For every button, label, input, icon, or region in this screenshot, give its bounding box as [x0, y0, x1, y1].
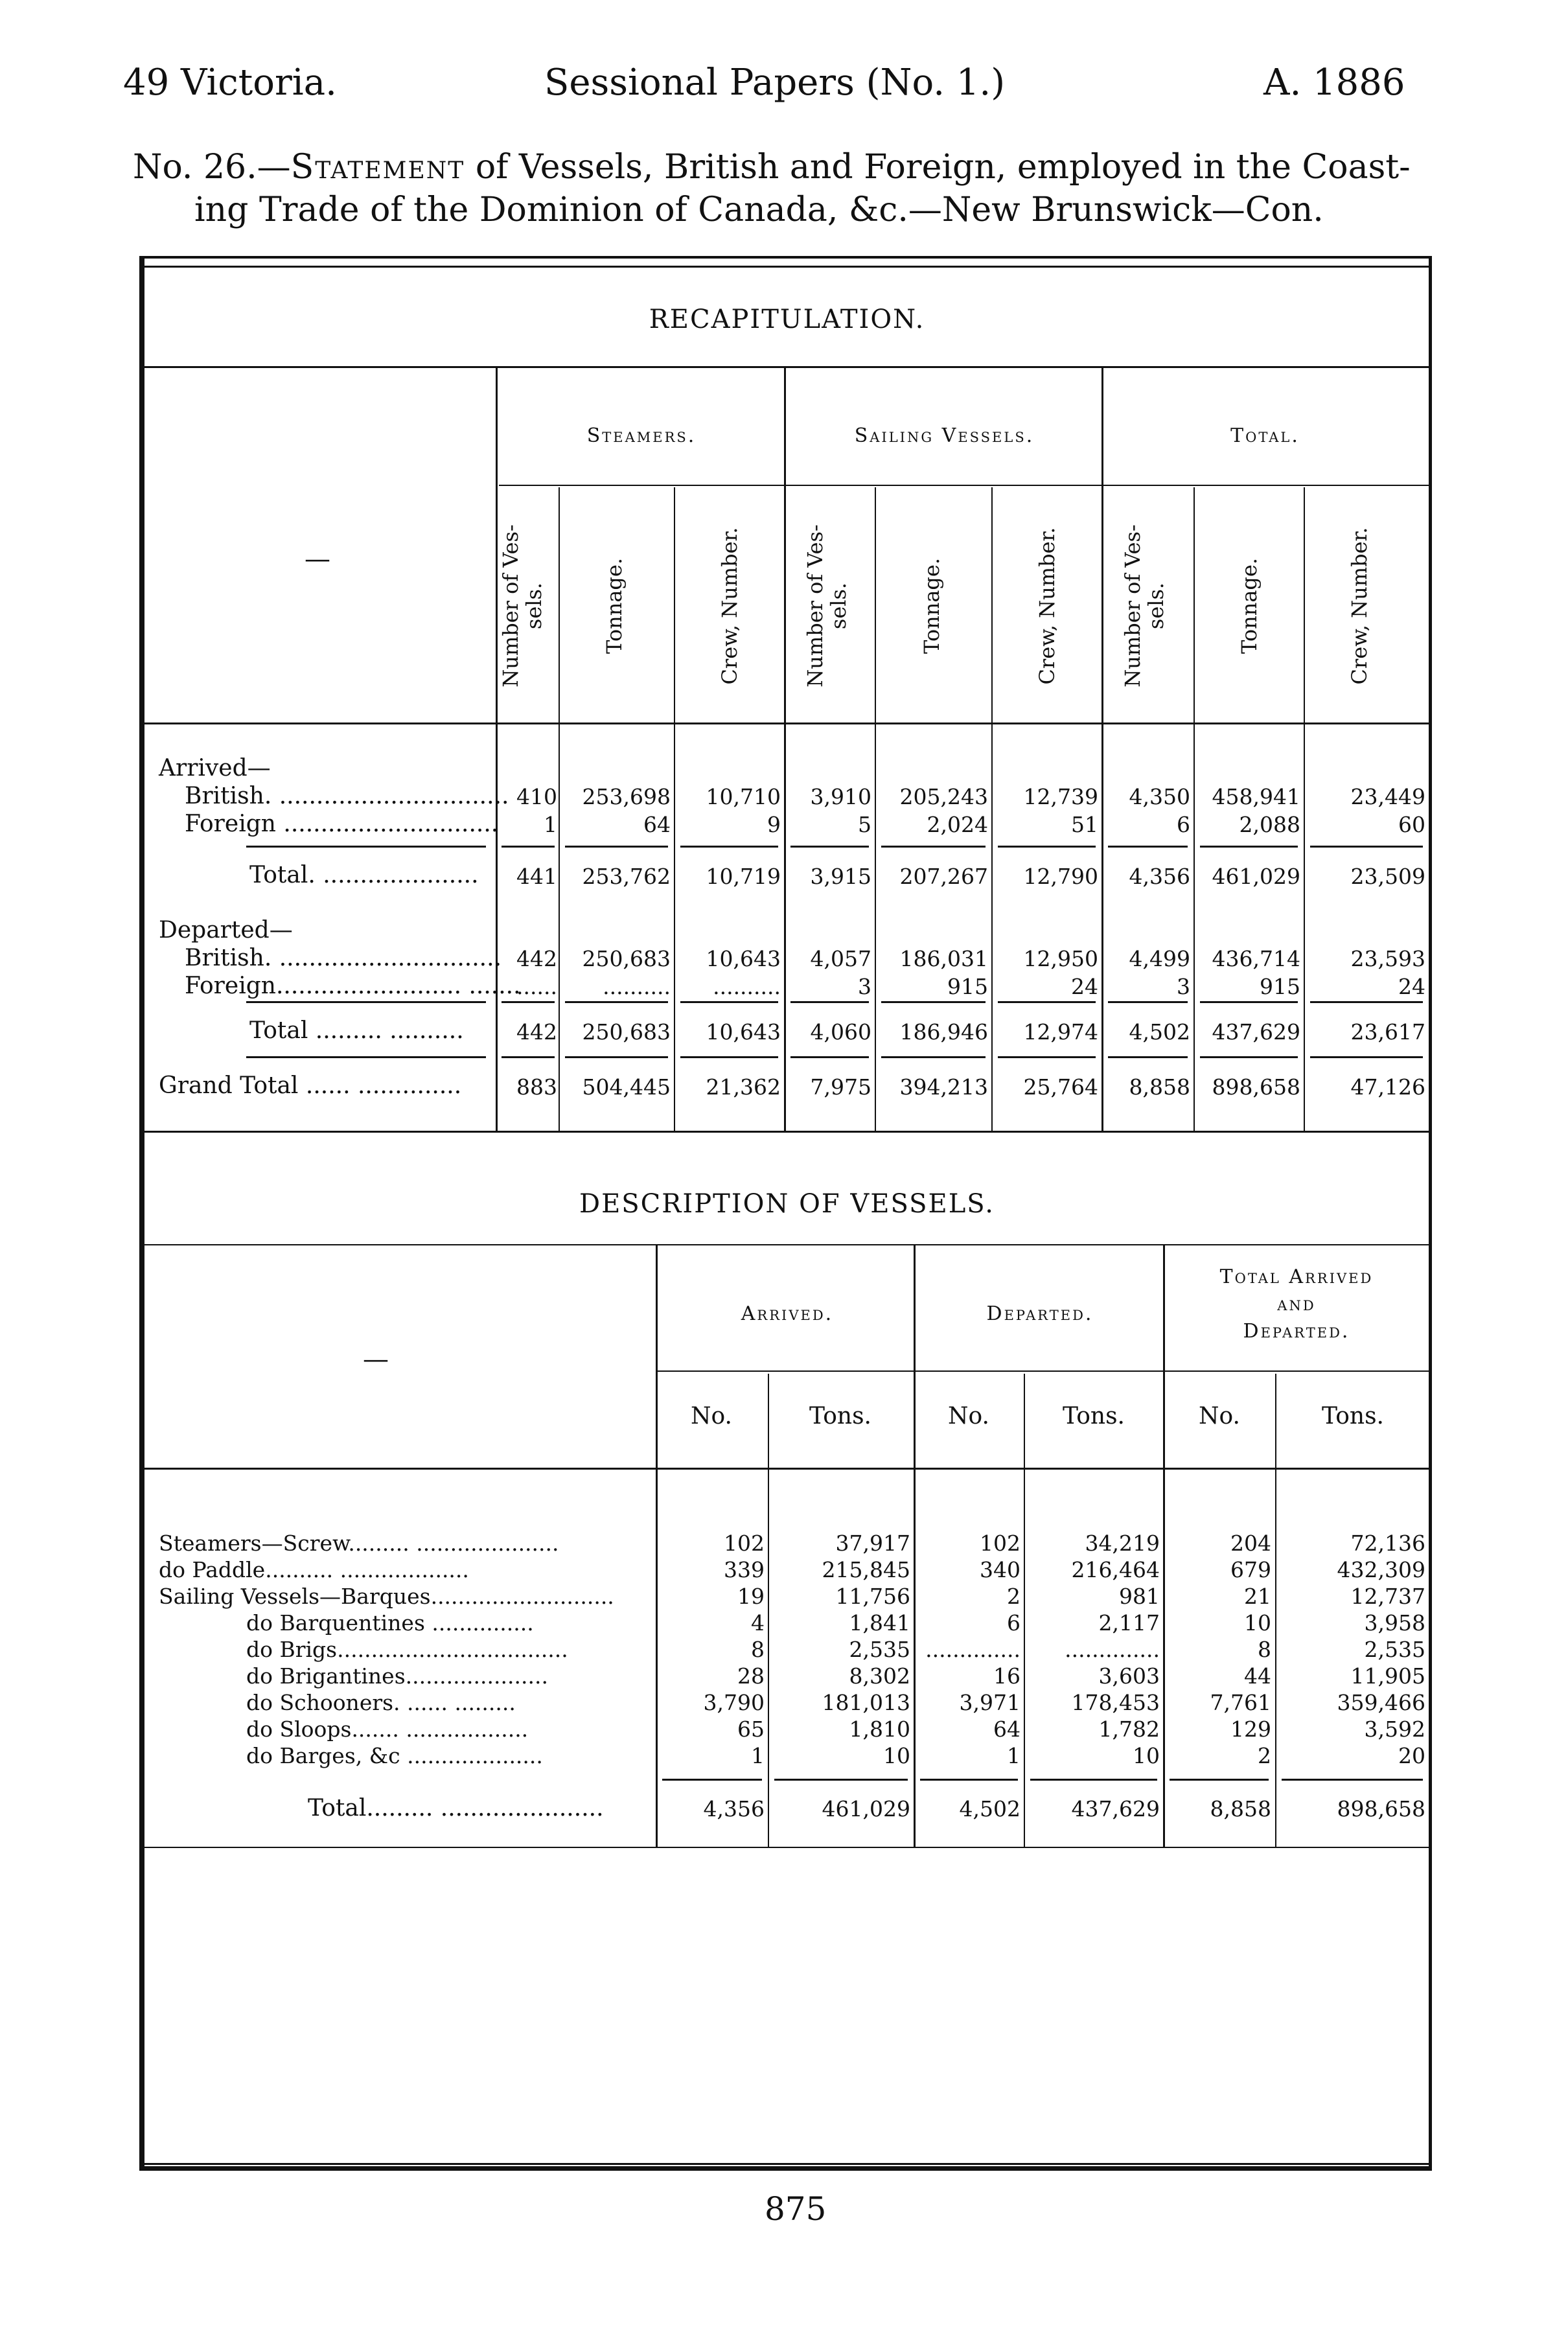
description-vrule	[1163, 1245, 1165, 1848]
description-cell: 11,756	[835, 1584, 910, 1609]
recap-vrule	[1193, 487, 1195, 1132]
description-cell: ..............	[1065, 1637, 1160, 1662]
recap-vrule	[784, 367, 786, 1132]
description-total-cell: 898,658	[1337, 1796, 1425, 1821]
description-cell: 7,761	[1210, 1690, 1271, 1715]
recap-sum-rule	[565, 1001, 668, 1003]
recap-sum-rule	[246, 1056, 486, 1058]
description-subheader: Tons.	[1063, 1403, 1125, 1429]
description-cell: 178,453	[1071, 1690, 1160, 1715]
recap-cell-arrived-total: 207,267	[899, 864, 988, 889]
recap-cell-grand-total: 898,658	[1212, 1074, 1300, 1100]
recap-cell-arrived-total: 4,356	[1129, 864, 1190, 889]
description-vrule	[656, 1245, 658, 1848]
recap-cell-arrived-total: 253,762	[582, 864, 671, 889]
recap-label-total-arrived: Total. .....................	[249, 862, 479, 888]
recap-vrule	[1101, 367, 1103, 1132]
description-sum-rule	[1282, 1779, 1423, 1781]
recap-cell-departed-total: 250,683	[582, 1019, 671, 1045]
description-cell: 3,592	[1364, 1717, 1425, 1742]
description-sum-rule	[920, 1779, 1018, 1781]
recap-label-grand-total: Grand Total ...... ..............	[159, 1072, 462, 1099]
description-sum-rule	[774, 1779, 908, 1781]
recap-cell-departed-british: 250,683	[582, 946, 671, 971]
recap-sum-rule	[680, 1056, 778, 1058]
recap-sum-rule	[1108, 846, 1188, 848]
description-cell: 339	[724, 1557, 765, 1582]
recap-rule-top	[144, 366, 1430, 368]
description-stub-dash: —	[363, 1345, 389, 1374]
description-cell: 11,905	[1350, 1663, 1425, 1689]
description-cell: 64	[993, 1717, 1020, 1742]
recap-title: RECAPITULATION.	[649, 305, 925, 334]
recap-cell-departed-british: 186,031	[899, 946, 988, 971]
recap-cell-arrived-british: 10,710	[706, 784, 781, 809]
recap-sum-rule	[565, 1056, 668, 1058]
description-label: do Barquentines ...............	[246, 1610, 534, 1636]
recap-stub-dash: —	[305, 544, 330, 574]
recap-sum-rule	[881, 1056, 986, 1058]
description-cell: 102	[724, 1531, 765, 1556]
recap-cell-departed-foreign: 24	[1071, 974, 1098, 999]
description-cell: 204	[1230, 1531, 1271, 1556]
recap-sum-rule	[1108, 1001, 1188, 1003]
description-cell: 2	[1007, 1584, 1020, 1609]
recap-cell-departed-foreign: 24	[1398, 974, 1425, 999]
recap-vrule	[559, 487, 560, 1132]
recap-cell-departed-total: 442	[516, 1019, 557, 1045]
description-cell: 432,309	[1337, 1557, 1425, 1582]
description-vrule	[768, 1374, 769, 1848]
title-line2: ing Trade of the Dominion of Canada, &c.—New Brunswick—Con.	[194, 191, 1324, 229]
description-cell: 1,841	[849, 1610, 910, 1636]
description-cell: 215,845	[822, 1557, 910, 1582]
description-cell: 12,737	[1350, 1584, 1425, 1609]
description-cell: 28	[737, 1663, 765, 1689]
recap-vrule	[496, 367, 498, 1132]
description-subheader: Tons.	[1322, 1403, 1384, 1429]
recap-cell-grand-total: 394,213	[899, 1074, 988, 1100]
recap-cell-arrived-foreign: 9	[767, 812, 781, 837]
description-cell: 1,782	[1098, 1717, 1160, 1742]
running-header-left: 49 Victoria.	[123, 62, 337, 104]
description-cell: 72,136	[1350, 1531, 1425, 1556]
description-group-total: Total Arrived and Departed.	[1219, 1266, 1374, 1343]
recap-cell-arrived-british: 3,910	[810, 784, 871, 809]
description-cell: 20	[1398, 1743, 1425, 1768]
frame-bottom-rule	[139, 2163, 1432, 2165]
recap-cell-arrived-foreign: 51	[1071, 812, 1098, 837]
recap-cell-departed-foreign: 3	[858, 974, 871, 999]
running-header-right: A. 1886	[1263, 62, 1405, 104]
recap-sum-rule	[790, 1001, 869, 1003]
recap-cell-departed-british: 436,714	[1212, 946, 1300, 971]
recap-sum-rule	[1310, 846, 1423, 848]
title-number: No. 26.—	[133, 148, 291, 187]
description-subheader: No.	[948, 1403, 989, 1429]
recap-cell-grand-total: 21,362	[706, 1074, 781, 1100]
recap-cell-grand-total: 883	[516, 1074, 557, 1100]
recap-cell-arrived-total: 10,719	[706, 864, 781, 889]
description-cell: 129	[1230, 1717, 1271, 1742]
recap-cell-arrived-british: 4,350	[1129, 784, 1190, 809]
recap-cell-arrived-foreign: 2,024	[927, 812, 988, 837]
description-cell: 2	[1258, 1743, 1271, 1768]
description-cell: 21	[1244, 1584, 1271, 1609]
description-total-cell: 437,629	[1071, 1796, 1160, 1821]
recap-cell-departed-foreign: ......	[516, 974, 557, 999]
description-cell: 3,958	[1364, 1610, 1425, 1636]
recap-sum-rule	[502, 1056, 555, 1058]
description-header-rule	[144, 1468, 1430, 1470]
description-cell: 10	[1244, 1610, 1271, 1636]
description-vrule	[1024, 1374, 1025, 1848]
recap-cell-departed-british: 23,593	[1350, 946, 1425, 971]
description-cell: 1	[1007, 1743, 1020, 1768]
recap-cell-departed-total: 186,946	[899, 1019, 988, 1045]
description-label: do Brigs..................................	[246, 1637, 568, 1662]
description-cell: 2,117	[1098, 1610, 1160, 1636]
description-cell: 65	[737, 1717, 765, 1742]
recap-cell-departed-british: 4,057	[810, 946, 871, 971]
description-cell: 19	[737, 1584, 765, 1609]
recap-sum-rule	[1200, 846, 1298, 848]
description-cell: 340	[980, 1557, 1020, 1582]
description-cell: 216,464	[1071, 1557, 1160, 1582]
description-label: do Barges, &c ....................	[246, 1743, 543, 1768]
recap-cell-departed-foreign: ..........	[603, 974, 671, 999]
description-sum-rule	[662, 1779, 762, 1781]
frame-inner-rule	[144, 266, 1430, 268]
recap-cell-arrived-foreign: 60	[1398, 812, 1425, 837]
description-label: Steamers—Screw......... .....................	[159, 1531, 559, 1556]
description-group-departed: Departed.	[986, 1302, 1094, 1325]
recap-group-sailing: Sailing Vessels.	[854, 424, 1035, 447]
recap-cell-departed-total: 23,617	[1350, 1019, 1425, 1045]
description-title: DESCRIPTION OF VESSELS.	[579, 1189, 995, 1219]
description-cell: 6	[1007, 1610, 1020, 1636]
description-cell: 8,302	[849, 1663, 910, 1689]
recap-cell-departed-total: 10,643	[706, 1019, 781, 1045]
recap-sum-rule	[1310, 1056, 1423, 1058]
recap-label-british2: British. ..............................	[185, 945, 502, 971]
description-subheader: No.	[691, 1403, 732, 1429]
description-cell: 181,013	[822, 1690, 910, 1715]
recap-label-foreign2: Foreign......................... .......	[185, 973, 521, 999]
recap-cell-departed-british: 10,643	[706, 946, 781, 971]
recap-label-departed: Departed—	[159, 917, 293, 943]
recap-sum-rule	[998, 1056, 1096, 1058]
description-group-arrived: Arrived.	[741, 1302, 834, 1325]
description-cell: 37,917	[835, 1531, 910, 1556]
description-label: do Schooners. ...... .........	[246, 1690, 516, 1715]
description-cell: 8	[1258, 1637, 1271, 1662]
recap-cell-departed-total: 437,629	[1212, 1019, 1300, 1045]
description-cell: 8	[751, 1637, 765, 1662]
recap-label-foreign: Foreign .............................	[185, 811, 499, 837]
recap-vrule	[1304, 487, 1305, 1132]
recap-cell-arrived-british: 410	[516, 784, 557, 809]
recap-sum-rule	[680, 1001, 778, 1003]
recap-bottom-rule	[144, 1131, 1430, 1133]
recap-label-total-departed: Total ......... ..........	[249, 1017, 464, 1044]
recap-sum-rule	[1310, 1001, 1423, 1003]
recap-cell-arrived-foreign: 6	[1177, 812, 1190, 837]
description-group-rule	[658, 1370, 1430, 1372]
recap-sum-rule	[998, 846, 1096, 848]
recap-sum-rule	[790, 1056, 869, 1058]
recap-cell-departed-british: 4,499	[1129, 946, 1190, 971]
description-total-cell: 8,858	[1210, 1796, 1271, 1821]
recap-sum-rule	[680, 846, 778, 848]
recap-cell-arrived-foreign: 2,088	[1239, 812, 1300, 837]
running-header-center: Sessional Papers (No. 1.)	[544, 62, 1006, 104]
recap-label-arrived: Arrived—	[159, 755, 271, 781]
description-subheader: Tons.	[809, 1403, 871, 1429]
description-cell: 44	[1244, 1663, 1271, 1689]
recap-group-rule	[499, 485, 1430, 486]
description-sum-rule	[1170, 1779, 1269, 1781]
page-number: 875	[765, 2190, 827, 2228]
recap-label-british: British. ...............................	[185, 783, 509, 809]
recap-cell-arrived-total: 441	[516, 864, 557, 889]
recap-cell-departed-british: 442	[516, 946, 557, 971]
description-total-cell: 461,029	[822, 1796, 910, 1821]
recap-sum-rule	[998, 1001, 1096, 1003]
recap-sum-rule	[565, 846, 668, 848]
recap-sum-rule	[1200, 1056, 1298, 1058]
title-line1: of Vessels, British and Foreign, employed in the Coast-	[465, 148, 1411, 187]
description-cell: 981	[1119, 1584, 1160, 1609]
recap-vrule	[991, 487, 993, 1132]
recap-cell-grand-total: 7,975	[810, 1074, 871, 1100]
recap-cell-arrived-foreign: 5	[858, 812, 871, 837]
description-label-total: Total......... ......................	[308, 1795, 604, 1821]
recap-sum-rule	[790, 846, 869, 848]
recap-cell-grand-total: 504,445	[582, 1074, 671, 1100]
description-bottom-rule	[144, 1847, 1430, 1848]
description-sum-rule	[1030, 1779, 1157, 1781]
description-total-cell: 4,356	[703, 1796, 765, 1821]
description-cell: 3,971	[959, 1690, 1020, 1715]
recap-sum-rule	[502, 1001, 555, 1003]
description-cell: 3,790	[703, 1690, 765, 1715]
recap-cell-arrived-foreign: 64	[643, 812, 671, 837]
description-cell: 102	[980, 1531, 1020, 1556]
recap-group-total: Total.	[1230, 424, 1300, 447]
description-label: do Sloops....... ..................	[246, 1717, 529, 1742]
description-vrule	[1275, 1374, 1276, 1848]
recap-sum-rule	[881, 846, 986, 848]
recap-cell-departed-foreign: 3	[1177, 974, 1190, 999]
description-cell: 1	[751, 1743, 765, 1768]
recap-vrule	[875, 487, 876, 1132]
recap-cell-departed-british: 12,950	[1023, 946, 1098, 971]
recap-cell-arrived-total: 23,509	[1350, 864, 1425, 889]
recap-cell-arrived-total: 12,790	[1023, 864, 1098, 889]
recap-cell-arrived-british: 23,449	[1350, 784, 1425, 809]
recap-cell-departed-foreign: 915	[947, 974, 988, 999]
description-cell: 679	[1230, 1557, 1271, 1582]
recap-cell-arrived-british: 205,243	[899, 784, 988, 809]
description-cell: 10	[1133, 1743, 1160, 1768]
recap-cell-departed-foreign: ..........	[713, 974, 781, 999]
description-cell: 1,810	[849, 1717, 910, 1742]
recap-cell-arrived-british: 253,698	[582, 784, 671, 809]
recap-sum-rule	[881, 1001, 986, 1003]
description-cell: 2,535	[1364, 1637, 1425, 1662]
description-vrule	[914, 1245, 916, 1848]
description-cell: 359,466	[1337, 1690, 1425, 1715]
recap-cell-arrived-british: 458,941	[1212, 784, 1300, 809]
description-cell: 34,219	[1085, 1531, 1160, 1556]
recap-sum-rule	[246, 1001, 486, 1003]
recap-cell-departed-total: 4,060	[810, 1019, 871, 1045]
document-title	[133, 146, 1429, 231]
recap-cell-departed-total: 4,502	[1129, 1019, 1190, 1045]
recap-header-rule	[144, 723, 1430, 724]
description-subheader: No.	[1199, 1403, 1240, 1429]
recap-sum-rule	[1200, 1001, 1298, 1003]
description-label: do Paddle.......... ...................	[159, 1557, 469, 1582]
recap-sum-rule	[502, 846, 555, 848]
recap-cell-grand-total: 47,126	[1350, 1074, 1425, 1100]
recap-vrule	[674, 487, 675, 1132]
description-rule-top	[144, 1244, 1430, 1245]
title-statement: Statement	[290, 148, 465, 187]
recap-cell-arrived-total: 461,029	[1212, 864, 1300, 889]
recap-sum-rule	[246, 846, 486, 848]
description-cell: 2,535	[849, 1637, 910, 1662]
description-cell: 10	[883, 1743, 910, 1768]
recap-group-steamers: Steamers.	[586, 424, 697, 447]
description-total-cell: 4,502	[959, 1796, 1020, 1821]
recap-cell-arrived-total: 3,915	[810, 864, 871, 889]
description-cell: 16	[993, 1663, 1020, 1689]
recap-cell-arrived-british: 12,739	[1023, 784, 1098, 809]
recap-cell-grand-total: 8,858	[1129, 1074, 1190, 1100]
description-label: do Brigantines.....................	[246, 1663, 548, 1689]
description-label: Sailing Vessels—Barques...........................	[159, 1584, 614, 1609]
description-cell: ..............	[925, 1637, 1020, 1662]
recap-cell-arrived-foreign: 1	[544, 812, 557, 837]
recap-cell-departed-total: 12,974	[1023, 1019, 1098, 1045]
description-cell: 3,603	[1098, 1663, 1160, 1689]
description-cell: 4	[751, 1610, 765, 1636]
recap-sum-rule	[1108, 1056, 1188, 1058]
recap-cell-departed-foreign: 915	[1260, 974, 1300, 999]
recap-cell-grand-total: 25,764	[1023, 1074, 1098, 1100]
